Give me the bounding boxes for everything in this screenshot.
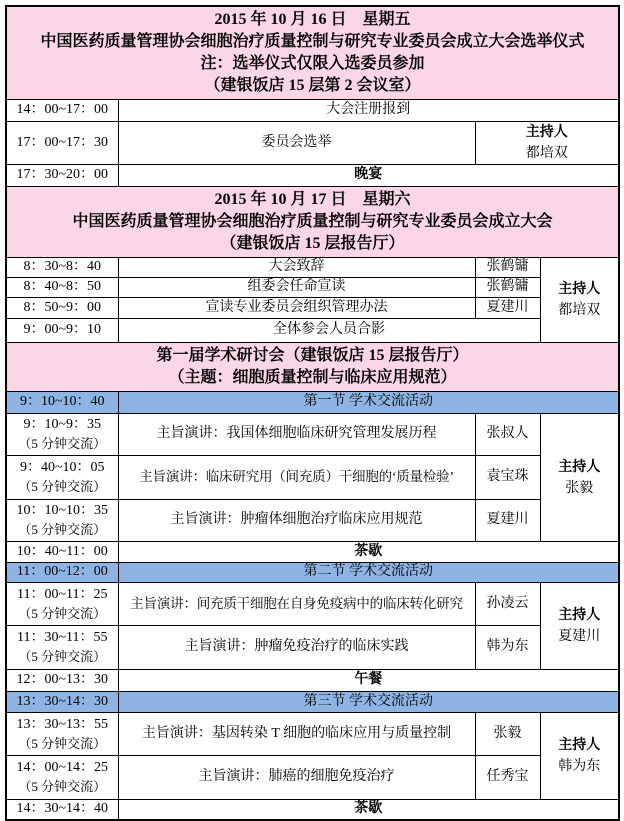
symposium-header bbox=[6, 343, 619, 392]
host-cell bbox=[540, 414, 619, 542]
host-label: 主持人 bbox=[525, 125, 568, 140]
session-title: 第三节 学术交流活动 bbox=[118, 692, 619, 713]
time-cell: 14：30~14：40 bbox=[6, 800, 118, 820]
lunch-row bbox=[6, 670, 619, 692]
event-cell: 主旨演讲：肺癌的细胞免疫治疗 bbox=[118, 756, 475, 800]
day2-header-line-3: （建银饭店 15 层报告厅） bbox=[220, 235, 405, 252]
talk-note: （5 分钟交流） bbox=[18, 605, 107, 621]
time-cell: 11：00~12：00 bbox=[6, 563, 118, 583]
host-name: 都培双 bbox=[558, 303, 601, 318]
conference-schedule-table bbox=[5, 5, 620, 821]
talk-row bbox=[6, 626, 619, 670]
regulations-row bbox=[6, 298, 619, 319]
speaker-cell: 夏建川 bbox=[475, 500, 540, 542]
day1-header-line-3: 注：选举仪式仅限入选委员参加 bbox=[200, 55, 425, 72]
talk-note: （5 分钟交流） bbox=[18, 436, 107, 452]
day1-header-line-2: 中国医药质量管理协会细胞治疗质量控制与研究专业委员会成立大会选举仪式 bbox=[40, 33, 585, 50]
session1-title-row bbox=[6, 392, 619, 414]
talk-time: 13：30~13：55 bbox=[16, 716, 109, 732]
host-name: 夏建川 bbox=[558, 629, 601, 644]
host-name: 张毅 bbox=[565, 480, 594, 496]
time-cell: 14：00~17：00 bbox=[6, 100, 118, 122]
talk-note: （5 分钟交流） bbox=[18, 479, 107, 495]
speaker-cell: 张鹤镛 bbox=[475, 278, 540, 298]
tea-break-row bbox=[6, 800, 619, 820]
symposium-header-row bbox=[6, 343, 619, 392]
time-cell: 9：10~10：40 bbox=[6, 392, 118, 414]
host-label: 主持人 bbox=[558, 608, 601, 623]
event-cell: 茶歇 bbox=[118, 542, 619, 563]
opening-speech-row bbox=[6, 258, 619, 278]
event-cell: 茶歇 bbox=[118, 800, 619, 820]
election-row bbox=[6, 122, 619, 165]
group-photo-row bbox=[6, 319, 619, 343]
event-cell: 宣读专业委员会组织管理办法 bbox=[118, 298, 475, 319]
time-cell bbox=[6, 713, 118, 756]
event-cell: 主旨演讲：临床研究用（间充质）干细胞的‘质量检验’ bbox=[118, 456, 475, 500]
speaker-cell: 袁宝珠 bbox=[475, 456, 540, 500]
talk-row bbox=[6, 456, 619, 500]
event-cell: 委员会选举 bbox=[118, 122, 475, 165]
event-cell: 主旨演讲：我国体细胞临床研究管理发展历程 bbox=[118, 414, 475, 456]
day1-header-line-1: 2015 年 10 月 16 日 星期五 bbox=[214, 11, 411, 28]
time-cell bbox=[6, 414, 118, 456]
symposium-header-line-2: （主题：细胞质量控制与临床应用规范） bbox=[168, 369, 457, 386]
time-cell bbox=[6, 583, 118, 626]
talk-time: 9：10~9：35 bbox=[23, 417, 102, 433]
talk-row bbox=[6, 713, 619, 756]
time-cell: 17：30~20：00 bbox=[6, 165, 118, 187]
time-cell: 12：00~13：30 bbox=[6, 670, 118, 692]
time-cell bbox=[6, 626, 118, 670]
time-cell bbox=[6, 756, 118, 800]
host-label: 主持人 bbox=[558, 738, 601, 753]
host-label: 主持人 bbox=[558, 459, 601, 475]
time-cell: 9：00~9：10 bbox=[6, 319, 118, 343]
time-cell: 8：50~9：00 bbox=[6, 298, 118, 319]
appointment-row bbox=[6, 278, 619, 298]
day1-header-line-4: （建银饭店 15 层第 2 会议室） bbox=[204, 77, 421, 94]
symposium-header-line-1: 第一届学术研讨会（建银饭店 15 层报告厅） bbox=[156, 347, 469, 364]
time-cell: 10：40~11：00 bbox=[6, 542, 118, 563]
host-name: 都培双 bbox=[525, 146, 568, 161]
speaker-cell: 任秀宝 bbox=[475, 756, 540, 800]
speaker-cell: 孙凌云 bbox=[475, 583, 540, 626]
event-cell: 晚宴 bbox=[118, 165, 619, 187]
session-title: 第二节 学术交流活动 bbox=[118, 563, 619, 583]
event-cell: 主旨演讲：肿瘤免疫治疗的临床实践 bbox=[118, 626, 475, 670]
registration-row bbox=[6, 100, 619, 122]
tea-break-row bbox=[6, 542, 619, 563]
talk-note: （5 分钟交流） bbox=[18, 735, 107, 751]
dinner-row bbox=[6, 165, 619, 187]
event-cell: 大会致辞 bbox=[118, 258, 475, 278]
talk-row bbox=[6, 414, 619, 456]
day1-header bbox=[6, 6, 619, 100]
talk-note: （5 分钟交流） bbox=[18, 522, 107, 538]
talk-time: 11：30~11：55 bbox=[16, 630, 108, 646]
speaker-cell: 张毅 bbox=[475, 713, 540, 756]
event-cell: 午餐 bbox=[118, 670, 619, 692]
talk-row bbox=[6, 756, 619, 800]
session2-title-row bbox=[6, 563, 619, 583]
time-cell: 17：00~17：30 bbox=[6, 122, 118, 165]
talk-time: 9：40~10：05 bbox=[19, 460, 105, 476]
event-cell: 组委会任命宣读 bbox=[118, 278, 475, 298]
host-label: 主持人 bbox=[558, 282, 601, 297]
talk-row bbox=[6, 500, 619, 542]
talk-time: 14：00~14：25 bbox=[16, 760, 109, 776]
day2-header-line-2: 中国医药质量管理协会细胞治疗质量控制与研究专业委员会成立大会 bbox=[72, 213, 553, 230]
talk-time: 10：10~10：35 bbox=[16, 503, 109, 519]
speaker-cell: 张叔人 bbox=[475, 414, 540, 456]
day1-header-row bbox=[6, 6, 619, 100]
speaker-cell: 夏建川 bbox=[475, 298, 540, 319]
speaker-cell: 张鹤镛 bbox=[475, 258, 540, 278]
event-cell: 大会注册报到 bbox=[118, 100, 619, 122]
talk-note: （5 分钟交流） bbox=[18, 649, 107, 665]
session3-title-row bbox=[6, 692, 619, 713]
host-cell bbox=[540, 713, 619, 800]
time-cell bbox=[6, 456, 118, 500]
event-cell: 全体参会人员合影 bbox=[118, 319, 540, 343]
event-cell: 主旨演讲：基因转染 T 细胞的临床应用与质量控制 bbox=[118, 713, 475, 756]
talk-row bbox=[6, 583, 619, 626]
event-cell: 主旨演讲：肿瘤体细胞治疗临床应用规范 bbox=[118, 500, 475, 542]
day2-header-line-1: 2015 年 10 月 17 日 星期六 bbox=[214, 191, 411, 208]
session-title: 第一节 学术交流活动 bbox=[118, 392, 619, 414]
day2-header-row bbox=[6, 187, 619, 258]
speaker-cell: 韩为东 bbox=[475, 626, 540, 670]
time-cell: 13：30~14：30 bbox=[6, 692, 118, 713]
host-cell bbox=[540, 258, 619, 343]
host-cell bbox=[475, 122, 619, 165]
host-name: 韩为东 bbox=[558, 759, 601, 774]
time-cell: 8：30~8：40 bbox=[6, 258, 118, 278]
time-cell: 8：40~8：50 bbox=[6, 278, 118, 298]
host-cell bbox=[540, 583, 619, 670]
day2-header bbox=[6, 187, 619, 258]
event-cell: 主旨演讲：间充质干细胞在自身免疫病中的临床转化研究 bbox=[118, 583, 475, 626]
talk-note: （5 分钟交流） bbox=[18, 779, 107, 795]
time-cell bbox=[6, 500, 118, 542]
talk-time: 11：00~11：25 bbox=[16, 586, 108, 602]
